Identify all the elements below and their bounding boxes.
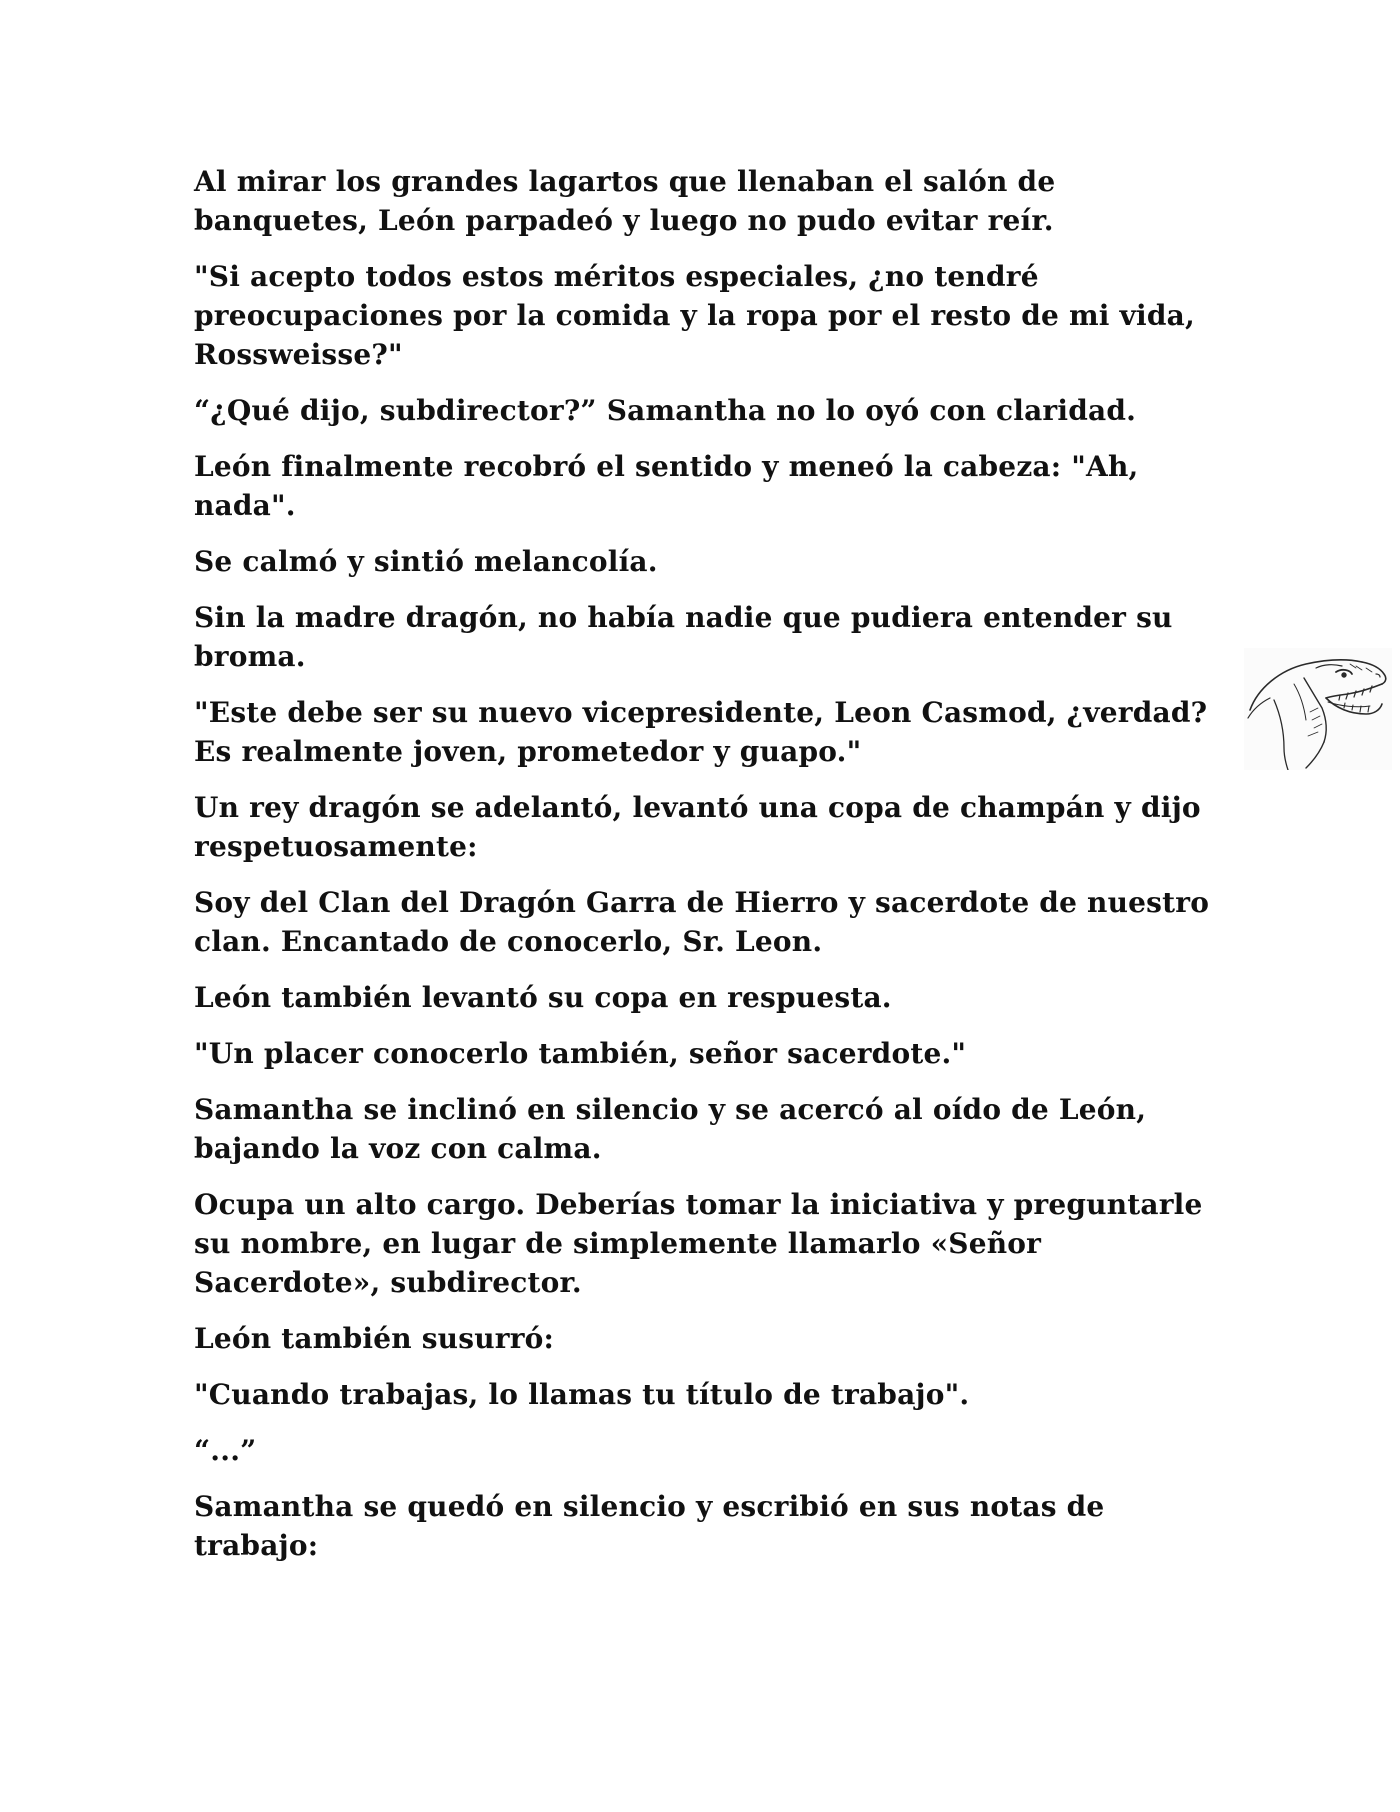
body-text — [194, 162, 1214, 1582]
paragraph: Ocupa un alto cargo. Deberías tomar la iniciativa y preguntarle su nombre, en lugar de simplemente llamarlo «Señor Sacerdote», subdirector. — [194, 1188, 1203, 1299]
paragraph: Samantha se quedó en silencio y escribió en sus notas de trabajo: — [194, 1490, 1105, 1562]
paragraph: "Cuando trabajas, lo llamas tu título de trabajo". — [194, 1378, 970, 1411]
paragraph: Un rey dragón se adelantó, levantó una copa de champán y dijo respetuosamente: — [194, 791, 1201, 863]
paragraph: León finalmente recobró el sentido y meneó la cabeza: "Ah, nada". — [194, 450, 1139, 522]
paragraph: Soy del Clan del Dragón Garra de Hierro y sacerdote de nuestro clan. Encantado de conocerlo, Sr. Leon. — [194, 886, 1210, 958]
dragon-head-sketch-icon — [1244, 648, 1392, 770]
paragraph: “¿Qué dijo, subdirector?” Samantha no lo oyó con claridad. — [194, 394, 1137, 427]
paragraph: "Si acepto todos estos méritos especiales, ¿no tendré preocupaciones por la comida y la ropa por el resto de mi vida, Rossweisse?" — [194, 260, 1195, 371]
paragraph: Al mirar los grandes lagartos que llenaban el salón de banquetes, León parpadeó y luego no pudo evitar reír. — [194, 165, 1056, 237]
paragraph: Se calmó y sintió melancolía. — [194, 545, 658, 578]
paragraph: Samantha se inclinó en silencio y se acercó al oído de León, bajando la voz con calma. — [194, 1093, 1147, 1165]
paragraph: Sin la madre dragón, no había nadie que pudiera entender su broma. — [194, 601, 1173, 673]
paragraph: "Este debe ser su nuevo vicepresidente, Leon Casmod, ¿verdad? Es realmente joven, prometedor y guapo." — [194, 696, 1208, 768]
paragraph: León también susurró: — [194, 1322, 555, 1355]
paragraph: "Un placer conocerlo también, señor sacerdote." — [194, 1037, 967, 1070]
paragraph: León también levantó su copa en respuesta. — [194, 981, 892, 1014]
paragraph: “...” — [194, 1434, 257, 1467]
